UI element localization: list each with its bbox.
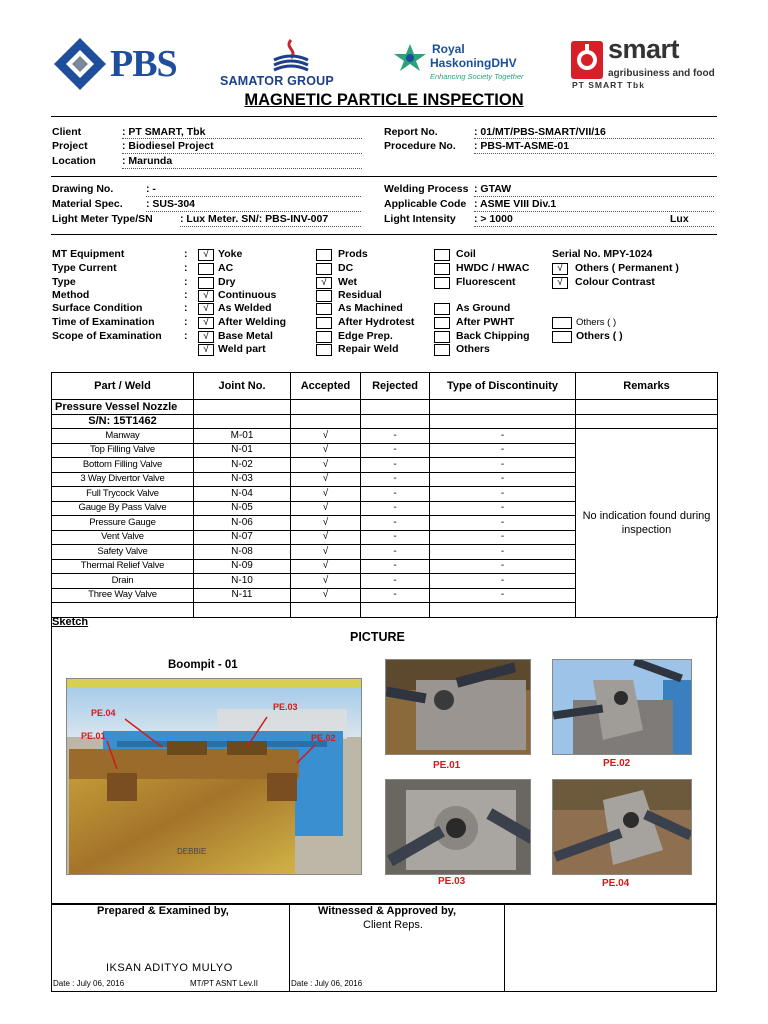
- opt-yoke: Yoke: [218, 248, 243, 260]
- material-spec-label: Material Spec.: [52, 198, 123, 210]
- opt-others-permanent: Others ( Permanent ): [575, 262, 679, 274]
- discontinuity-cell: -: [430, 458, 576, 473]
- part-cell: Bottom Filling Valve: [52, 458, 194, 473]
- part-cell: Safety Valve: [52, 545, 194, 560]
- col-header-joint: Joint No.: [194, 373, 291, 400]
- checkbox-others-scope[interactable]: [552, 331, 572, 343]
- joint-cell: N-09: [194, 559, 291, 574]
- accepted-cell: √: [291, 429, 361, 444]
- royal-line2: HaskoningDHV: [430, 56, 517, 70]
- checkbox-fluorescent[interactable]: [434, 277, 450, 289]
- part-cell: Thermal Relief Valve: [52, 559, 194, 574]
- checkbox-weld-part[interactable]: √: [198, 344, 214, 356]
- main-pe-04-label: PE.04: [91, 708, 116, 718]
- opt-after-welding: After Welding: [218, 316, 287, 328]
- rejected-cell: -: [361, 458, 430, 473]
- checkbox-ac[interactable]: [198, 263, 214, 275]
- prepared-by-label: Prepared & Examined by,: [97, 905, 229, 917]
- discontinuity-cell: -: [430, 574, 576, 589]
- colon: :: [184, 276, 188, 288]
- checkbox-continuous[interactable]: √: [198, 290, 214, 302]
- checkbox-others-blank[interactable]: [434, 344, 450, 356]
- opt-after-hydrotest: After Hydrotest: [338, 316, 415, 328]
- royal-star-icon: [392, 42, 428, 72]
- material-spec-value: : SUS-304: [146, 198, 196, 210]
- checkbox-residual[interactable]: [316, 290, 332, 302]
- part-cell: Vent Valve: [52, 530, 194, 545]
- checkbox-after-pwht[interactable]: [434, 317, 450, 329]
- table-header-row: [52, 373, 718, 400]
- discontinuity-cell: -: [430, 472, 576, 487]
- mt-label-time: Time of Examination: [52, 316, 155, 328]
- boompit-photo: [66, 678, 362, 875]
- client-value: : PT SMART, Tbk: [122, 126, 206, 138]
- divider-mid: [51, 176, 717, 177]
- part-cell: 3 Way Divertor Valve: [52, 472, 194, 487]
- rejected-cell: -: [361, 588, 430, 603]
- checkbox-back-chipping[interactable]: [434, 331, 450, 343]
- light-meter-value: : Lux Meter. SN/: PBS-INV-007: [180, 213, 329, 225]
- serial-no: Serial No. MPY-1024: [552, 248, 653, 260]
- caption-pe04: PE.04: [602, 878, 630, 889]
- samator-logo: [218, 38, 363, 90]
- client-reps-label: Client Reps.: [363, 919, 423, 931]
- accepted-cell: √: [291, 487, 361, 502]
- witnessed-date: Date : July 06, 2016: [291, 979, 363, 988]
- rejected-cell: -: [361, 574, 430, 589]
- opt-continuous: Continuous: [218, 289, 277, 301]
- checkbox-hwdc[interactable]: [434, 263, 450, 275]
- group-title: Pressure Vessel Nozzle: [52, 400, 194, 415]
- opt-residual: Residual: [338, 289, 382, 301]
- procedure-no-value: : PBS-MT-ASME-01: [474, 140, 570, 152]
- opt-back-chipping: Back Chipping: [456, 330, 530, 342]
- joint-cell: N-02: [194, 458, 291, 473]
- opt-others-blank: Others: [456, 343, 490, 355]
- main-pe-01-label: PE.01: [81, 731, 106, 741]
- accepted-cell: √: [291, 516, 361, 531]
- opt-others-time: Others ( ): [576, 317, 617, 328]
- accepted-cell: √: [291, 588, 361, 603]
- discontinuity-cell: -: [430, 545, 576, 560]
- rejected-cell: -: [361, 530, 430, 545]
- joint-cell: N-07: [194, 530, 291, 545]
- pbs-logo: [52, 36, 192, 92]
- inspector-cert: MT/PT ASNT Lev.II: [190, 979, 259, 988]
- samator-wordmark: SAMATOR GROUP: [220, 74, 334, 88]
- checkbox-dc[interactable]: [316, 263, 332, 275]
- opt-weld-part: Weld part: [218, 343, 266, 355]
- joint-cell: N-06: [194, 516, 291, 531]
- drawing-no-value: : -: [146, 183, 156, 195]
- results-table: [51, 372, 718, 618]
- smart-logo: [570, 34, 715, 92]
- checkbox-as-ground[interactable]: [434, 303, 450, 315]
- opt-prods: Prods: [338, 248, 368, 260]
- opt-coil: Coil: [456, 248, 476, 260]
- rejected-cell: -: [361, 559, 430, 574]
- mt-label-equipment: MT Equipment: [52, 248, 125, 260]
- photo-pe01: [385, 659, 531, 755]
- picture-title: PICTURE: [350, 630, 405, 644]
- joint-cell: M-01: [194, 429, 291, 444]
- prepared-date: Date : July 06, 2016: [53, 979, 125, 988]
- checkbox-as-welded[interactable]: √: [198, 303, 214, 315]
- col-header-part: Part / Weld: [52, 373, 194, 400]
- col-header-discontinuity: Type of Discontinuity: [430, 373, 576, 400]
- light-intensity-unit: Lux: [670, 213, 689, 225]
- rejected-cell: -: [361, 545, 430, 560]
- rejected-cell: -: [361, 516, 430, 531]
- witnessed-by-label: Witnessed & Approved by,: [318, 905, 457, 917]
- joint-cell: N-05: [194, 501, 291, 516]
- opt-others-scope: Others ( ): [576, 330, 623, 342]
- discontinuity-cell: -: [430, 429, 576, 444]
- page-title: MAGNETIC PARTICLE INSPECTION: [244, 91, 524, 109]
- part-cell: Top Filling Valve: [52, 443, 194, 458]
- checkbox-colour-contrast[interactable]: √: [552, 277, 568, 289]
- photo-pe04: [552, 779, 692, 875]
- col-header-accepted: Accepted: [291, 373, 361, 400]
- sketch-label: Sketch: [52, 616, 89, 628]
- part-cell: Manway: [52, 429, 194, 444]
- project-label: Project: [52, 140, 88, 152]
- colon: :: [184, 262, 188, 274]
- welding-process-value: : GTAW: [474, 183, 512, 195]
- checkbox-after-welding[interactable]: √: [198, 317, 214, 329]
- discontinuity-cell: -: [430, 588, 576, 603]
- pe03-photo-icon: [386, 780, 531, 875]
- col-header-rejected: Rejected: [361, 373, 430, 400]
- accepted-cell: √: [291, 472, 361, 487]
- checkbox-coil[interactable]: [434, 249, 450, 261]
- rejected-cell: -: [361, 429, 430, 444]
- joint-cell: N-01: [194, 443, 291, 458]
- table-serial-row: [52, 414, 718, 429]
- discontinuity-cell: -: [430, 443, 576, 458]
- smart-name: smart: [608, 34, 680, 64]
- part-cell: Pressure Gauge: [52, 516, 194, 531]
- project-value: : Biodiesel Project: [122, 140, 214, 152]
- accepted-cell: √: [291, 574, 361, 589]
- checkbox-prods[interactable]: [316, 249, 332, 261]
- opt-colour-contrast: Colour Contrast: [575, 276, 655, 288]
- location-label: Location: [52, 155, 96, 167]
- divider-info-bottom: [51, 234, 717, 235]
- discontinuity-cell: -: [430, 487, 576, 502]
- checkbox-yoke[interactable]: √: [198, 249, 214, 261]
- pe04-photo-icon: [553, 780, 692, 875]
- col-header-remarks: Remarks: [576, 373, 718, 400]
- rejected-cell: -: [361, 487, 430, 502]
- part-cell: Drain: [52, 574, 194, 589]
- checkbox-as-machined[interactable]: [316, 303, 332, 315]
- joint-cell: N-10: [194, 574, 291, 589]
- mt-label-type: Type: [52, 276, 76, 288]
- joint-cell: N-04: [194, 487, 291, 502]
- opt-as-machined: As Machined: [338, 302, 403, 314]
- checkbox-repair-weld[interactable]: [316, 344, 332, 356]
- colon: :: [184, 248, 188, 260]
- part-cell: Three Way Valve: [52, 588, 194, 603]
- samator-emblem-icon: [270, 38, 312, 72]
- boompit-title: Boompit - 01: [168, 659, 238, 671]
- divider-top: [51, 116, 717, 117]
- discontinuity-cell: -: [430, 559, 576, 574]
- checkbox-dry[interactable]: [198, 277, 214, 289]
- checkbox-wet[interactable]: √: [316, 277, 332, 289]
- opt-fluorescent: Fluorescent: [456, 276, 516, 288]
- checkbox-others-permanent[interactable]: √: [552, 263, 568, 275]
- photo-pe03: [385, 779, 531, 875]
- mt-label-scope: Scope of Examination: [52, 330, 162, 342]
- pe01-photo-icon: [386, 660, 531, 755]
- mt-label-current: Type Current: [52, 262, 117, 274]
- table-row: [52, 429, 718, 444]
- accepted-cell: √: [291, 545, 361, 560]
- signature-box: [51, 904, 717, 992]
- report-no-label: Report No.: [384, 126, 438, 138]
- checkbox-base-metal[interactable]: √: [198, 331, 214, 343]
- opt-ac: AC: [218, 262, 234, 274]
- checkbox-edge-prep[interactable]: [316, 331, 332, 343]
- rejected-cell: -: [361, 501, 430, 516]
- colon: :: [184, 316, 188, 328]
- inspector-name: IKSAN ADITYO MULYO: [106, 962, 233, 974]
- opt-as-welded: As Welded: [218, 302, 272, 314]
- joint-cell: N-08: [194, 545, 291, 560]
- accepted-cell: √: [291, 530, 361, 545]
- main-pe-02-label: PE.02: [311, 733, 336, 743]
- opt-dry: Dry: [218, 276, 236, 288]
- royal-tagline: Enhancing Society Together: [430, 72, 524, 81]
- mt-label-surface: Surface Condition: [52, 302, 143, 314]
- discontinuity-cell: -: [430, 530, 576, 545]
- checkbox-after-hydrotest[interactable]: [316, 317, 332, 329]
- caption-pe01: PE.01: [433, 760, 461, 771]
- part-cell: Full Trycock Valve: [52, 487, 194, 502]
- report-no-value: : 01/MT/PBS-SMART/VII/16: [474, 126, 606, 138]
- opt-wet: Wet: [338, 276, 358, 288]
- light-intensity-label: Light Intensity: [384, 213, 456, 225]
- pbs-wordmark: PBS: [110, 43, 177, 85]
- light-meter-label: Light Meter Type/SN: [52, 213, 153, 225]
- part-cell: Gauge By Pass Valve: [52, 501, 194, 516]
- client-label: Client: [52, 126, 82, 138]
- royal-line1: Royal: [432, 42, 465, 56]
- applicable-code-value: : ASME VIII Div.1: [474, 198, 557, 210]
- drawing-no-label: Drawing No.: [52, 183, 114, 195]
- main-pe-03-label: PE.03: [273, 702, 298, 712]
- box-text: DEBBIE: [177, 847, 207, 856]
- royal-haskoning-logo: [392, 40, 542, 90]
- checkbox-others-time[interactable]: [552, 317, 572, 329]
- mt-label-method: Method: [52, 289, 90, 301]
- table-group-row: [52, 400, 718, 415]
- remarks-cell: No indication found during inspection: [576, 429, 718, 618]
- opt-edge-prep: Edge Prep.: [338, 330, 393, 342]
- photo-pe02: [552, 659, 692, 755]
- rejected-cell: -: [361, 472, 430, 487]
- light-intensity-value: : > 1000: [474, 213, 513, 225]
- discontinuity-cell: -: [430, 516, 576, 531]
- smart-sub: agribusiness and food: [608, 68, 715, 79]
- smart-emblem-icon: [570, 40, 604, 80]
- location-value: : Marunda: [122, 155, 173, 167]
- joint-cell: N-11: [194, 588, 291, 603]
- accepted-cell: √: [291, 501, 361, 516]
- procedure-no-label: Procedure No.: [384, 140, 456, 152]
- caption-pe02: PE.02: [603, 758, 631, 769]
- accepted-cell: √: [291, 458, 361, 473]
- opt-as-ground: As Ground: [456, 302, 511, 314]
- joint-cell: N-03: [194, 472, 291, 487]
- pbs-diamond-icon: [52, 36, 112, 92]
- applicable-code-label: Applicable Code: [384, 198, 467, 210]
- opt-hwdc: HWDC / HWAC: [456, 262, 530, 274]
- welding-process-label: Welding Process: [384, 183, 469, 195]
- group-serial: S/N: 15T1462: [52, 414, 194, 429]
- discontinuity-cell: -: [430, 501, 576, 516]
- opt-base-metal: Base Metal: [218, 330, 273, 342]
- rejected-cell: -: [361, 443, 430, 458]
- colon: :: [184, 289, 188, 301]
- accepted-cell: √: [291, 443, 361, 458]
- opt-after-pwht: After PWHT: [456, 316, 515, 328]
- smart-pt: PT SMART Tbk: [572, 80, 645, 90]
- pe02-photo-icon: [553, 660, 692, 755]
- accepted-cell: √: [291, 559, 361, 574]
- colon: :: [184, 330, 188, 342]
- opt-repair-weld: Repair Weld: [338, 343, 399, 355]
- caption-pe03: PE.03: [438, 876, 466, 887]
- colon: :: [184, 302, 188, 314]
- opt-dc: DC: [338, 262, 354, 274]
